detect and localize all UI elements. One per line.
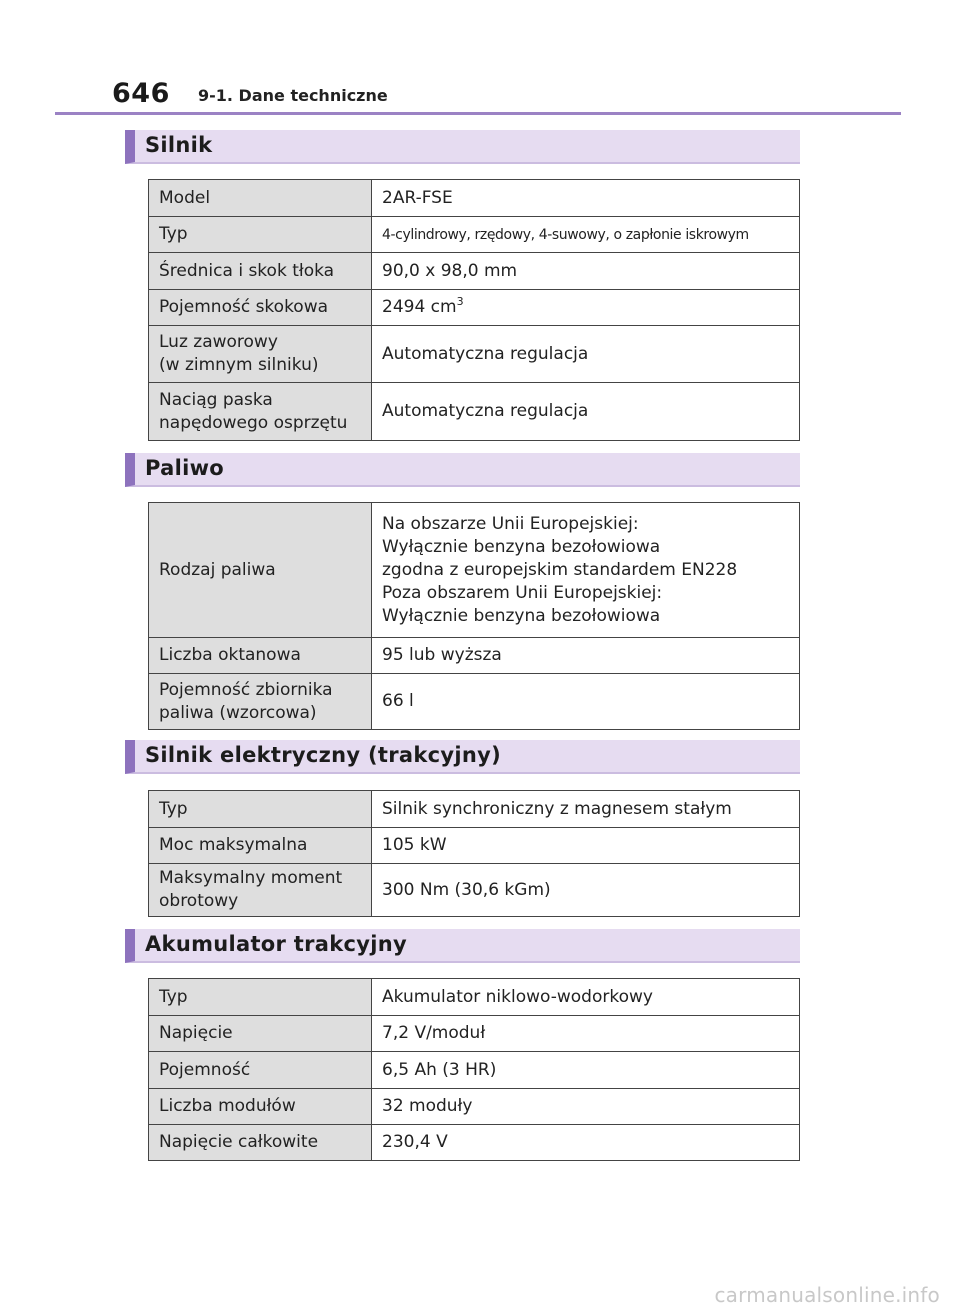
section-heading-engine: [125, 130, 800, 164]
row-label: Typ: [149, 217, 372, 253]
row-label: Maksymalny moment obrotowy: [149, 864, 372, 917]
table-row: [149, 979, 800, 1016]
table-row: [149, 791, 800, 828]
traction-battery-spec-table: [148, 978, 800, 1161]
row-label: Pojemność zbiornika paliwa (wzorcowa): [149, 674, 372, 730]
row-value: 90,0 x 98,0 mm: [372, 253, 800, 290]
row-label: Model: [149, 180, 372, 217]
page-header: [0, 0, 960, 120]
section-heading-fuel: [125, 453, 800, 487]
row-label: Moc maksymalna: [149, 828, 372, 864]
row-value: Na obszarze Unii Europejskiej: Wyłącznie benzyna bezołowiowa zgodna z europejskim standardem EN228 Poza obszarem Unii Europejskiej: Wyłącznie benzyna bezołowiowa: [372, 503, 800, 638]
row-value: Automatyczna regulacja: [372, 383, 800, 441]
row-value: 2494 cm: [382, 297, 457, 317]
section-title: Paliwo: [145, 456, 225, 480]
table-row: [149, 290, 800, 326]
table-row: [149, 326, 800, 383]
chapter-title: 9-1. Dane techniczne: [198, 86, 388, 105]
row-value-cell: [372, 217, 800, 253]
row-label: Luz zaworowy (w zimnym silniku): [149, 326, 372, 383]
row-value-cell: [372, 290, 800, 326]
table-row: [149, 503, 800, 638]
watermark: carmanualsonline.info: [714, 1283, 940, 1307]
header-rule: [55, 112, 901, 115]
row-value: 4-cylindrowy, rzędowy, 4-suwowy, o zapłonie iskrowym: [382, 226, 749, 243]
row-label: Pojemność: [149, 1052, 372, 1089]
row-value: 2AR-FSE: [372, 180, 800, 217]
row-value: 66 l: [372, 674, 800, 730]
section-title: Silnik: [145, 133, 213, 157]
row-value: Automatyczna regulacja: [372, 326, 800, 383]
row-label: Liczba oktanowa: [149, 638, 372, 674]
row-value: 7,2 V/moduł: [372, 1016, 800, 1052]
row-value: 105 kW: [372, 828, 800, 864]
row-label: Napięcie: [149, 1016, 372, 1052]
row-value: 230,4 V: [372, 1125, 800, 1161]
table-row: [149, 864, 800, 917]
table-row: [149, 638, 800, 674]
table-row: [149, 828, 800, 864]
row-label: Rodzaj paliwa: [149, 503, 372, 638]
section-title: Silnik elektryczny (trakcyjny): [145, 743, 502, 767]
row-value: Silnik synchroniczny z magnesem stałym: [372, 791, 800, 828]
section-heading-electric-motor: [125, 740, 800, 774]
row-value: 300 Nm (30,6 kGm): [372, 864, 800, 917]
superscript: 3: [456, 295, 464, 308]
row-label: Naciąg paska napędowego osprzętu: [149, 383, 372, 441]
row-value: 95 lub wyższa: [372, 638, 800, 674]
row-label: Pojemność skokowa: [149, 290, 372, 326]
table-row: [149, 1016, 800, 1052]
table-row: [149, 1125, 800, 1161]
row-label: Napięcie całkowite: [149, 1125, 372, 1161]
section-heading-traction-battery: [125, 929, 800, 963]
table-row: [149, 217, 800, 253]
row-value: 32 moduły: [372, 1089, 800, 1125]
table-row: [149, 1052, 800, 1089]
table-row: [149, 253, 800, 290]
table-row: [149, 180, 800, 217]
section-title: Akumulator trakcyjny: [145, 932, 408, 956]
table-row: [149, 383, 800, 441]
row-value: Akumulator niklowo-wodorkowy: [372, 979, 800, 1016]
row-label: Średnica i skok tłoka: [149, 253, 372, 290]
electric-motor-spec-table: [148, 790, 800, 917]
page-number: 646: [112, 78, 170, 109]
row-label: Typ: [149, 979, 372, 1016]
fuel-spec-table: [148, 502, 800, 730]
row-value: 6,5 Ah (3 HR): [372, 1052, 800, 1089]
engine-spec-table: [148, 179, 800, 441]
row-label: Typ: [149, 791, 372, 828]
table-row: [149, 674, 800, 730]
table-row: [149, 1089, 800, 1125]
row-label: Liczba modułów: [149, 1089, 372, 1125]
